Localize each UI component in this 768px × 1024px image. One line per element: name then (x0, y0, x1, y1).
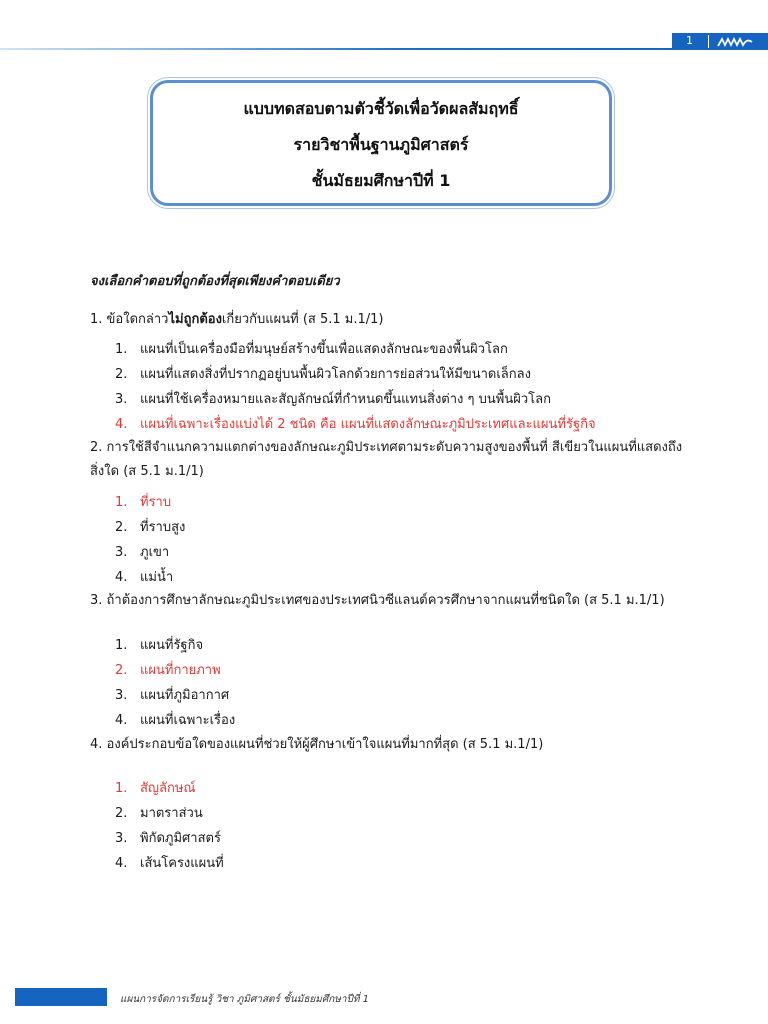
question-1-emphasis: ไม่ถูกต้อง (168, 312, 222, 327)
title-line-3: ชั้นมัธยมศึกษาปีที่ 1 (311, 171, 451, 190)
title-line-2: รายวิชาพื้นฐานภูมิศาสตร์ (293, 135, 469, 154)
question-1-option-2[interactable]: 2. แผนที่แสดงสิ่งที่ปรากฏอยู่บนพื้นผิวโลกด้วยการย่อส่วนให้มีขนาดเล็กลง (115, 367, 531, 382)
question-4-option-1-answer[interactable]: 1. สัญลักษณ์ (115, 781, 196, 796)
title-line-1: แบบทดสอบตามตัวชี้วัดเพื่อวัดผลสัมฤทธิ์ (243, 99, 519, 118)
question-3-option-2-answer[interactable]: 2. แผนที่กายภาพ (115, 663, 221, 678)
question-3-option-4[interactable]: 4. แผนที่เฉพาะเรื่อง (115, 713, 236, 728)
footer-text: แผนการจัดการเรียนรู้ วิชา ภูมิศาสตร์ ชั้นมัธยมศึกษาปีที่ 1 (120, 994, 369, 1005)
question-4: 4. องค์ประกอบข้อใดของแผนที่ช่วยให้ผู้ศึกษาเข้าใจแผนที่มากที่สุด (ส 5.1 ม.1/1) (90, 737, 544, 752)
question-2-option-1-answer[interactable]: 1. ที่ราบ (115, 495, 172, 510)
question-1-post: เกี่ยวกับแผนที่ (ส 5.1 ม.1/1) (221, 312, 384, 327)
publisher-logo-icon (716, 35, 756, 48)
tab-separator (708, 35, 709, 48)
question-3: 3. ถ้าต้องการศึกษาลักษณะภูมิประเทศของประเทศนิวซีแลนด์ควรศึกษาจากแผนที่ชนิดใด (ส 5.1 ม.1/1) (90, 593, 665, 608)
instruction: จงเลือกคำตอบที่ถูกต้องที่สุดเพียงคำตอบเดียว (90, 274, 340, 289)
question-2-line-2: สิ่งใด (ส 5.1 ม.1/1) (90, 464, 204, 479)
footer-bar (15, 988, 107, 1006)
header-rule (0, 48, 672, 50)
question-4-option-2[interactable]: 2. มาตราส่วน (115, 806, 203, 821)
question-1 (90, 308, 690, 332)
page-number-tab (672, 33, 768, 50)
title-box (150, 80, 612, 206)
page-number: 1 (686, 34, 693, 47)
question-4-option-4[interactable]: 4. เส้นโครงแผนที่ (115, 856, 224, 871)
question-1-pre: 1. ข้อใดกล่าว (90, 312, 169, 327)
question-2-option-3[interactable]: 3. ภูเขา (115, 545, 170, 560)
question-3-option-1[interactable]: 1. แผนที่รัฐกิจ (115, 638, 204, 653)
question-2-option-2[interactable]: 2. ที่ราบสูง (115, 520, 186, 535)
question-1-option-1[interactable]: 1. แผนที่เป็นเครื่องมือที่มนุษย์สร้างขึ้นเพื่อแสดงลักษณะของพื้นผิวโลก (115, 342, 508, 357)
question-2-option-4[interactable]: 4. แม่น้ำ (115, 570, 174, 585)
question-3-option-3[interactable]: 3. แผนที่ภูมิอากาศ (115, 688, 230, 703)
question-4-option-3[interactable]: 3. พิกัดภูมิศาสตร์ (115, 831, 221, 846)
question-1-option-3[interactable]: 3. แผนที่ใช้เครื่องหมายและสัญลักษณ์ที่กำหนดขึ้นแทนสิ่งต่าง ๆ บนพื้นผิวโลก (115, 392, 551, 407)
question-2-line-1: 2. การใช้สีจำแนกความแตกต่างของลักษณะภูมิประเทศตามระดับความสูงของพื้นที่ สีเขียวในแผนที่แสดงถึง (90, 440, 683, 455)
question-1-option-4-answer[interactable]: 4. แผนที่เฉพาะเรื่องแบ่งได้ 2 ชนิด คือ แผนที่แสดงลักษณะภูมิประเทศและแผนที่รัฐกิจ (115, 417, 596, 432)
question-2 (90, 436, 690, 484)
